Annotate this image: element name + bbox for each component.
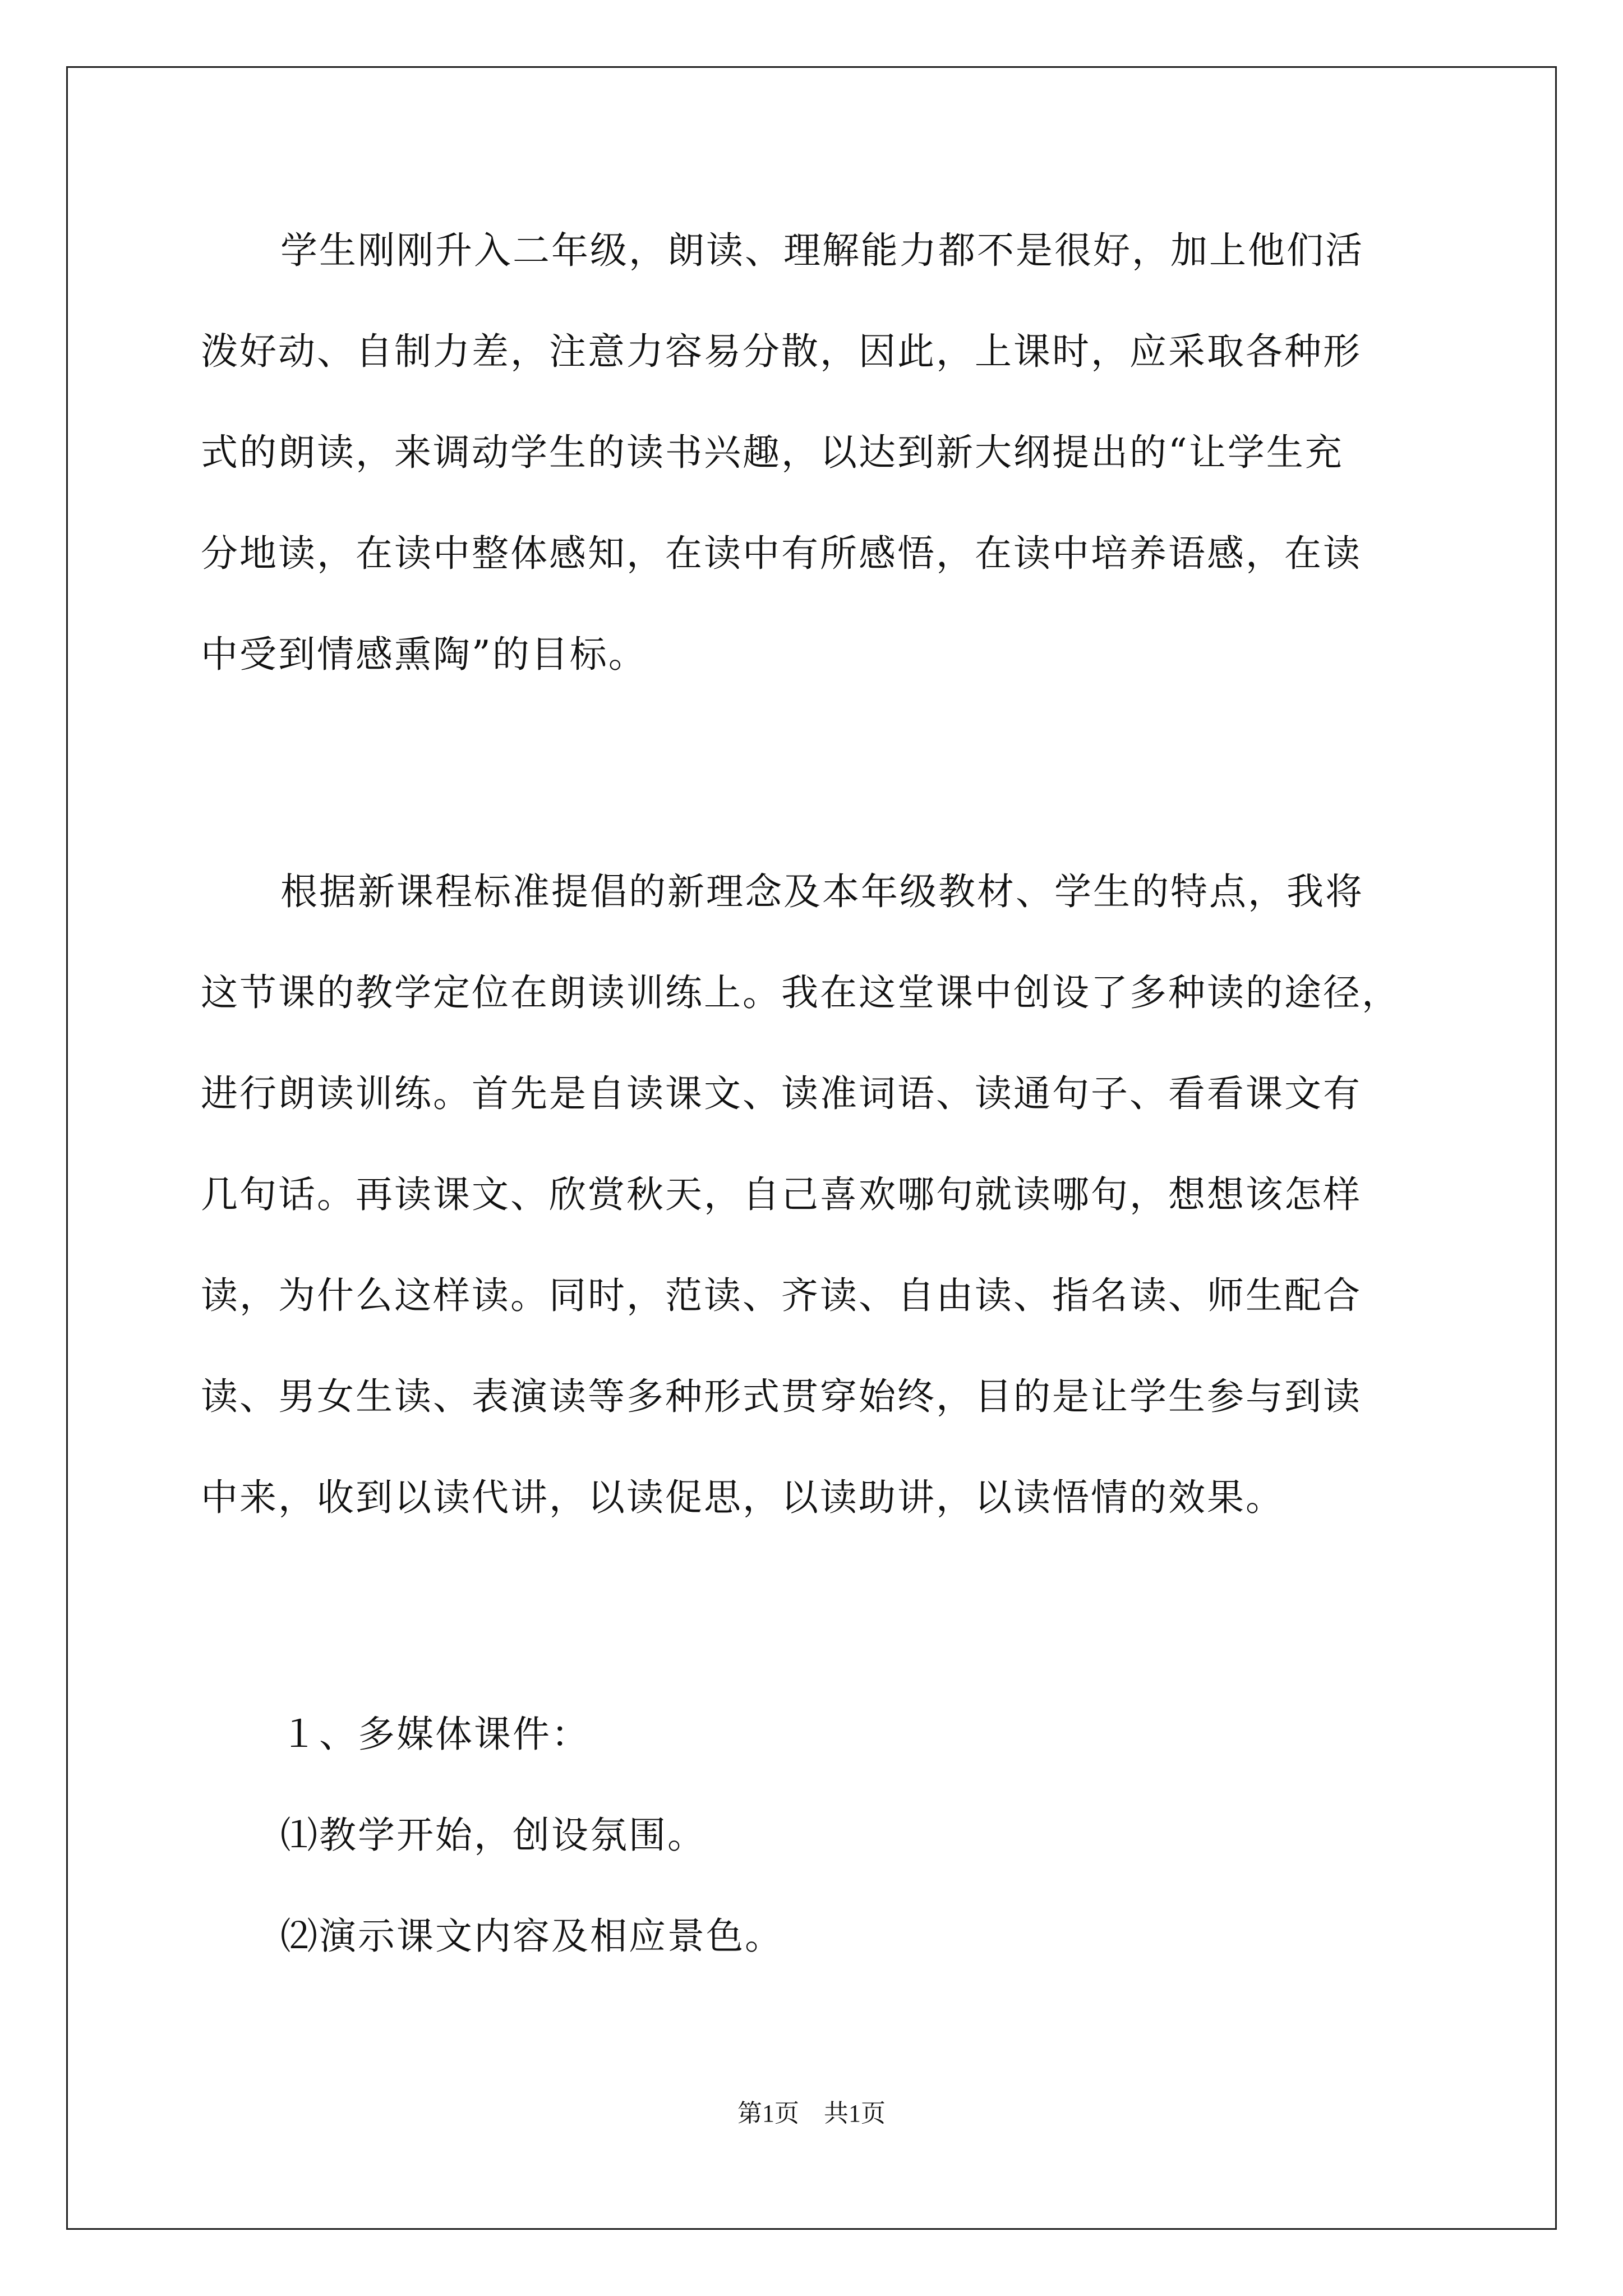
text-line: 读，为什么这样读。同时，范读、齐读、自由读、指名读、师生配合 bbox=[201, 1274, 1362, 1317]
page-border bbox=[66, 66, 1557, 2230]
list-heading: １、多媒体课件： bbox=[280, 1713, 590, 1756]
list-item: ⑴教学开始，创设氛围。 bbox=[280, 1814, 706, 1857]
text-line: 学生刚刚升入二年级，朗读、理解能力都不是很好，加上他们活 bbox=[280, 229, 1364, 272]
list-item: ⑵演示课文内容及相应景色。 bbox=[280, 1915, 783, 1958]
text-line: 这节课的教学定位在朗读训练上。我在这堂课中创设了多种读的途径， bbox=[201, 971, 1400, 1014]
text-line: 根据新课程标准提倡的新理念及本年级教材、学生的特点，我将 bbox=[280, 870, 1364, 913]
text-line: 进行朗读训练。首先是自读课文、读准词语、读通句子、看看课文有 bbox=[201, 1072, 1362, 1115]
text-line: 泼好动、自制力差，注意力容易分散，因此，上课时，应采取各种形 bbox=[201, 330, 1362, 373]
text-line: 几句话。再读课文、欣赏秋天，自己喜欢哪句就读哪句，想想该怎样 bbox=[201, 1173, 1362, 1216]
text-line: 分地读，在读中整体感知，在读中有所感悟，在读中培养语感，在读 bbox=[201, 532, 1362, 575]
text-line: 中受到情感熏陶”的目标。 bbox=[201, 633, 647, 676]
text-line: 式的朗读，来调动学生的读书兴趣，以达到新大纲提出的“让学生充 bbox=[201, 431, 1344, 474]
text-line: 读、男女生读、表演读等多种形式贯穿始终，目的是让学生参与到读 bbox=[201, 1375, 1362, 1418]
text-line: 中来，收到以读代讲，以读促思，以读助讲，以读悟情的效果。 bbox=[201, 1476, 1284, 1519]
page-footer: 第1页 共1页 bbox=[737, 2100, 886, 2127]
